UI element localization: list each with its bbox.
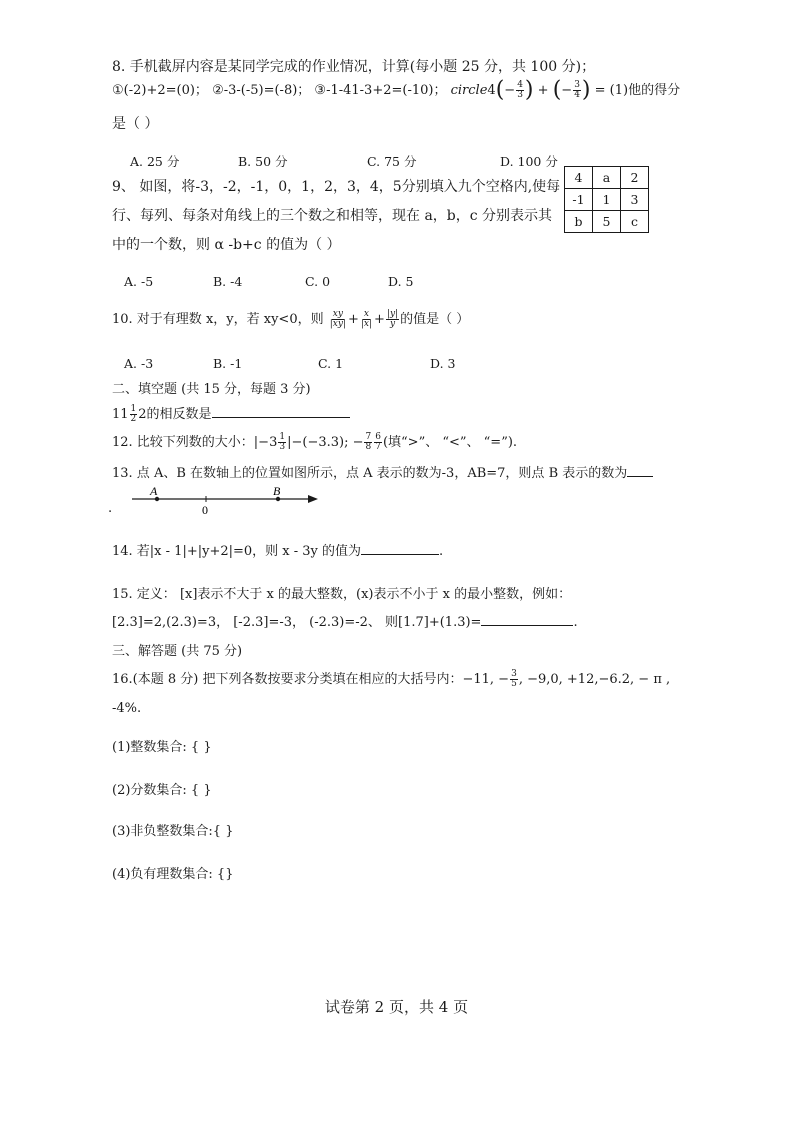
grid-cell: 5 [593,211,621,233]
q9-line-2: 行、每列、每条对角线上的三个数之和相等，现在 a，b，c 分别表示其 [112,208,553,224]
q10-pre: 10. 对于有理数 x，y，若 xy<0，则 [112,312,324,327]
grid-cell: -1 [565,189,593,211]
point-b-label: B [273,485,281,498]
q13-number-line [130,485,320,525]
q9-line-3: 中的一个数，则 α -b+c 的值为（ ） [112,237,341,253]
q15-end: . [573,615,578,630]
q11-fraction: $\frac{1}{2}$ [130,404,137,424]
q10-stem: 10. 对于有理数 x，y，若 xy<0，则 $\frac{xy}{|xy|}$ + $\frac{x}{|x|}$ + $\frac{|y|}{y}$ 的值是（ ） [112,309,470,329]
q8-option-a[interactable]: A. 25 分 [130,154,180,169]
q14-end: . [439,544,444,559]
q8-result: = (1)他的得分 [594,83,681,98]
q9-option-b[interactable]: B. -4 [213,274,243,289]
q15-line-1: 15. 定义： [x]表示不大于 x 的最大整数，(x)表示不小于 x 的最小整数，例如： [112,587,572,602]
q9-option-c[interactable]: C. 0 [305,274,331,289]
q15-answer-blank[interactable] [481,613,573,626]
grid-cell: 3 [621,189,649,211]
q9-line-1: 9、 如图，将-3，-2，-1，0，1，2，3，4，5分别填入九个空格内,使每 [112,179,561,195]
q8-tail: 是（ ） [112,116,159,132]
q14-stem [112,542,443,561]
q16-stem [112,670,670,689]
q16-set-fractions[interactable]: (2)分数集合: { } [112,783,212,798]
q9-option-d[interactable]: D. 5 [388,274,414,289]
q16-line-2: -4%. [112,701,142,716]
q16-post: , −9,0, +12,−6.2, − π , [518,672,671,687]
arrow-head-icon [308,495,318,503]
q13-answer-blank[interactable] [627,464,653,477]
q8-option-b[interactable]: B. 50 分 [238,154,288,169]
section-3-heading: 三、解答题 (共 75 分) [112,644,243,659]
q12-mid: |−(−3.3); − [287,435,364,450]
q8-fraction-1: $\frac{4}{3}$ [517,80,523,100]
q10-fraction-1: $\frac{xy}{|xy|}$ [329,309,346,329]
q16-set-integers[interactable]: (1)整数集合: { } [112,740,212,755]
q10-post: 的值是（ ） [400,312,470,327]
grid-cell: b [565,211,593,233]
q10-option-a[interactable]: A. -3 [124,356,154,371]
q13-stem [112,464,653,483]
grid-cell: c [621,211,649,233]
point-a-label: A [150,485,158,498]
q14-text: 14. 若|x - 1|+|y+2|=0，则 x - 3y 的值为 [112,544,362,559]
q12-fraction-2: $\frac{7}{8}$ [365,432,372,452]
q8-items-text: ①(-2)+2=(0)； ②-3-(-5)=(-8)； ③-1-41-3+2=(-10)； [112,83,447,98]
q12-pre: 12. 比较下列数的大小：|−3 [112,435,278,450]
q16-pre: 16.(本题 8 分) 把下列各数按要求分类填在相应的大括号内：−11, − [112,672,510,687]
q8-stem: 8. 手机截屏内容是某同学完成的作业情况，计算(每小题 25 分，共 100 分)； [112,59,596,75]
q8-circle-a: 4 [487,83,496,98]
q10-fraction-2: $\frac{x}{|x|}$ [360,309,373,329]
q12-fraction-1: $\frac{1}{3}$ [279,432,286,452]
q8-option-c[interactable]: C. 75 分 [367,154,417,169]
page-footer: 试卷第 2 页，共 4 页 [324,998,469,1016]
grid-cell: a [593,167,621,189]
q11-post: 2的相反数是 [138,407,212,422]
q8-option-d[interactable]: D. 100 分 [500,154,558,169]
q14-answer-blank[interactable] [361,542,439,555]
zero-label: 0 [202,503,208,517]
q16-set-neg-rationals[interactable]: (4)负有理数集合: {} [112,867,234,882]
section-2-heading: 二、填空题 (共 15 分，每题 3 分) [112,382,311,397]
q12-post: (填“>”、 “<”、 “=”). [382,435,518,450]
q16-set-nonneg-integers[interactable]: (3)非负整数集合:{ } [112,824,234,839]
q8-fraction-2: $\frac{3}{4}$ [574,80,580,100]
grid-cell: 4 [565,167,593,189]
grid-cell: 2 [621,167,649,189]
q10-option-b[interactable]: B. -1 [213,356,243,371]
q13-dot: . [108,501,113,516]
q10-option-d[interactable]: D. 3 [430,356,456,371]
q15-line-2 [112,613,578,632]
q8-items: ①(-2)+2=(0)； ②-3-(-5)=(-8)； ③-1-41-3+2=(-10)； circle4(− $\frac{4}{3}$ ) + (− $\frac{3}{4}$ ) = (1)他的得分 [112,77,681,103]
q12-stem [112,433,517,452]
q11-pre: 11 [112,407,129,422]
q10-option-c[interactable]: C. 1 [318,356,344,371]
grid-cell: 1 [593,189,621,211]
q9-magic-square [564,166,649,233]
q16-fraction: $\frac{3}{5}$ [511,669,517,689]
q8-circle-word: circle [450,83,488,98]
q9-option-a[interactable]: A. -5 [124,274,154,289]
q11-stem [112,405,350,424]
q13-text: 13. 点 A、B 在数轴上的位置如图所示，点 A 表示的数为-3，AB=7，则点 B 表示的数为 [112,466,628,481]
q12-fraction-3: $\frac{6}{7}$ [375,432,381,452]
q10-fraction-3: $\frac{|y|}{y}$ [386,309,399,329]
q15-text: [2.3]=2,(2.3)=3， [-2.3]=-3， (-2.3)=-2、 则[1.7]+(1.3)= [112,615,482,630]
q11-answer-blank[interactable] [212,405,350,418]
